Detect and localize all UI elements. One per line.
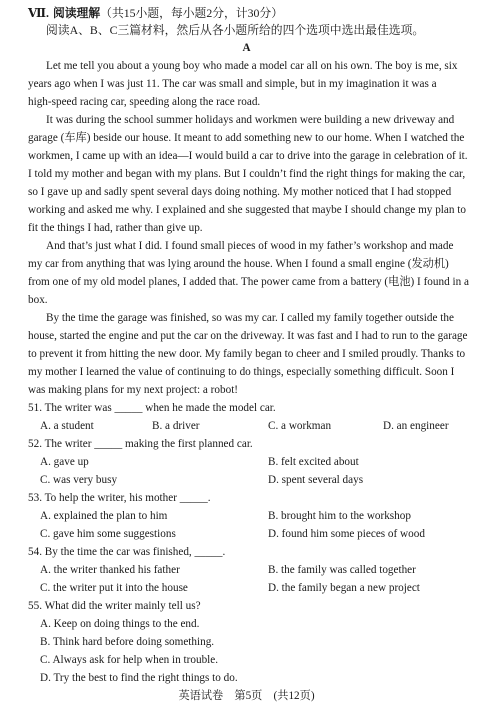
passage-line: from one of my old model planes, I added that. The power came from a battery (电池) I found in a — [28, 276, 469, 288]
option-c[interactable]: C. the writer put it into the house — [40, 582, 188, 594]
option-d[interactable]: D. Try the best to find the right things to do. — [40, 672, 238, 684]
passage-line: And that’s just what I did. I found small pieces of wood in my father’s workshop and made — [46, 240, 454, 252]
option-b[interactable]: B. Think hard before doing something. — [40, 636, 215, 648]
option-a[interactable]: A. a student — [40, 420, 94, 432]
passage-line: was making plans for my next project: a robot! — [28, 384, 239, 396]
section-score-note: （共15小题，每小题2分，计30分） — [100, 6, 284, 20]
option-b[interactable]: B. felt excited about — [268, 456, 359, 468]
passage-line: garage (车库) beside our house. It meant to add something new to our home. When I watched the — [28, 132, 465, 144]
option-a[interactable]: A. Keep on doing things to the end. — [40, 618, 200, 630]
passage-line: to prevent it from hitting the new door. My family began to cheer and I smiled proudly. Thanks to — [28, 348, 466, 360]
option-d[interactable]: D. found him some pieces of wood — [268, 528, 425, 540]
passage-line: box. — [28, 294, 48, 306]
passage-line: It was during the school summer holidays and workmen were building a new driveway and — [46, 114, 455, 126]
question-stem: 51. The writer was _____ when he made the model car. — [28, 402, 276, 414]
passage-line: workmen, I came up with an idea—I would build a car to drive into the garage in celebration of it. — [28, 150, 468, 162]
question-stem: 55. What did the writer mainly tell us? — [28, 600, 201, 612]
passage-line: By the time the garage was finished, so was my car. I called my family together outside the — [46, 312, 454, 324]
passage-line: Let me tell you about a young boy who made a model car all on his own. The boy is me, six — [46, 60, 458, 72]
option-c[interactable]: C. was very busy — [40, 474, 118, 486]
question-stem: 54. By the time the car was finished, _____. — [28, 546, 226, 558]
option-d[interactable]: D. the family began a new project — [268, 582, 420, 594]
passage-line: I told my mother and began with my plans. But I couldn’t find the right things for making the car, — [28, 168, 466, 180]
option-a[interactable]: A. the writer thanked his father — [40, 564, 180, 576]
section-title: 阅读理解 — [52, 6, 101, 20]
option-c[interactable]: C. gave him some suggestions — [40, 528, 176, 540]
section-header — [28, 6, 485, 20]
passage-line: high-speed racing car, speeding along the race road. — [28, 96, 261, 108]
option-c[interactable]: C. Always ask for help when in trouble. — [40, 654, 219, 666]
question-stem: 53. To help the writer, his mother _____. — [28, 492, 211, 504]
option-b[interactable]: B. a driver — [152, 420, 200, 432]
option-c[interactable]: C. a workman — [268, 420, 332, 432]
passage-line: my mother I learned the value of continuing to do things, especially something difficult. Soon I — [28, 366, 455, 378]
passage-line: house, started the engine and put the car on the driveway. It was fast and I had to run to the garage — [28, 330, 468, 342]
option-d[interactable]: D. an engineer — [383, 420, 449, 432]
option-a[interactable]: A. gave up — [40, 456, 89, 468]
option-b[interactable]: B. brought him to the workshop — [268, 510, 411, 522]
passage-line: years ago when I was just 11. The car was small and simple, but in my imagination it was a — [28, 78, 437, 90]
passage-label: A — [242, 42, 251, 54]
option-a[interactable]: A. explained the plan to him — [40, 510, 168, 522]
passage-line: working and asked me why. I explained and she suggested that maybe I should change my plan to — [28, 204, 466, 216]
question-stem: 52. The writer _____ making the first planned car. — [28, 438, 253, 450]
passage-line: fit the things I had, rather than give up. — [28, 222, 203, 234]
option-d[interactable]: D. spent several days — [268, 474, 364, 486]
passage-line: my car from anything that was lying around the house. When I found a small engine (发动机) — [28, 258, 449, 270]
option-b[interactable]: B. the family was called together — [268, 564, 416, 576]
page-footer: 英语试卷 第5页 (共12页) — [178, 690, 315, 702]
section-instruction: 阅读A、B、C三篇材料，然后从各小题所给的四个选项中选出最佳选项。 — [46, 23, 425, 37]
passage-line: so I gave up and sadly spent several days doing nothing. My mother noticed that I had stopped — [28, 186, 452, 198]
section-number: Ⅶ. — [28, 6, 49, 20]
